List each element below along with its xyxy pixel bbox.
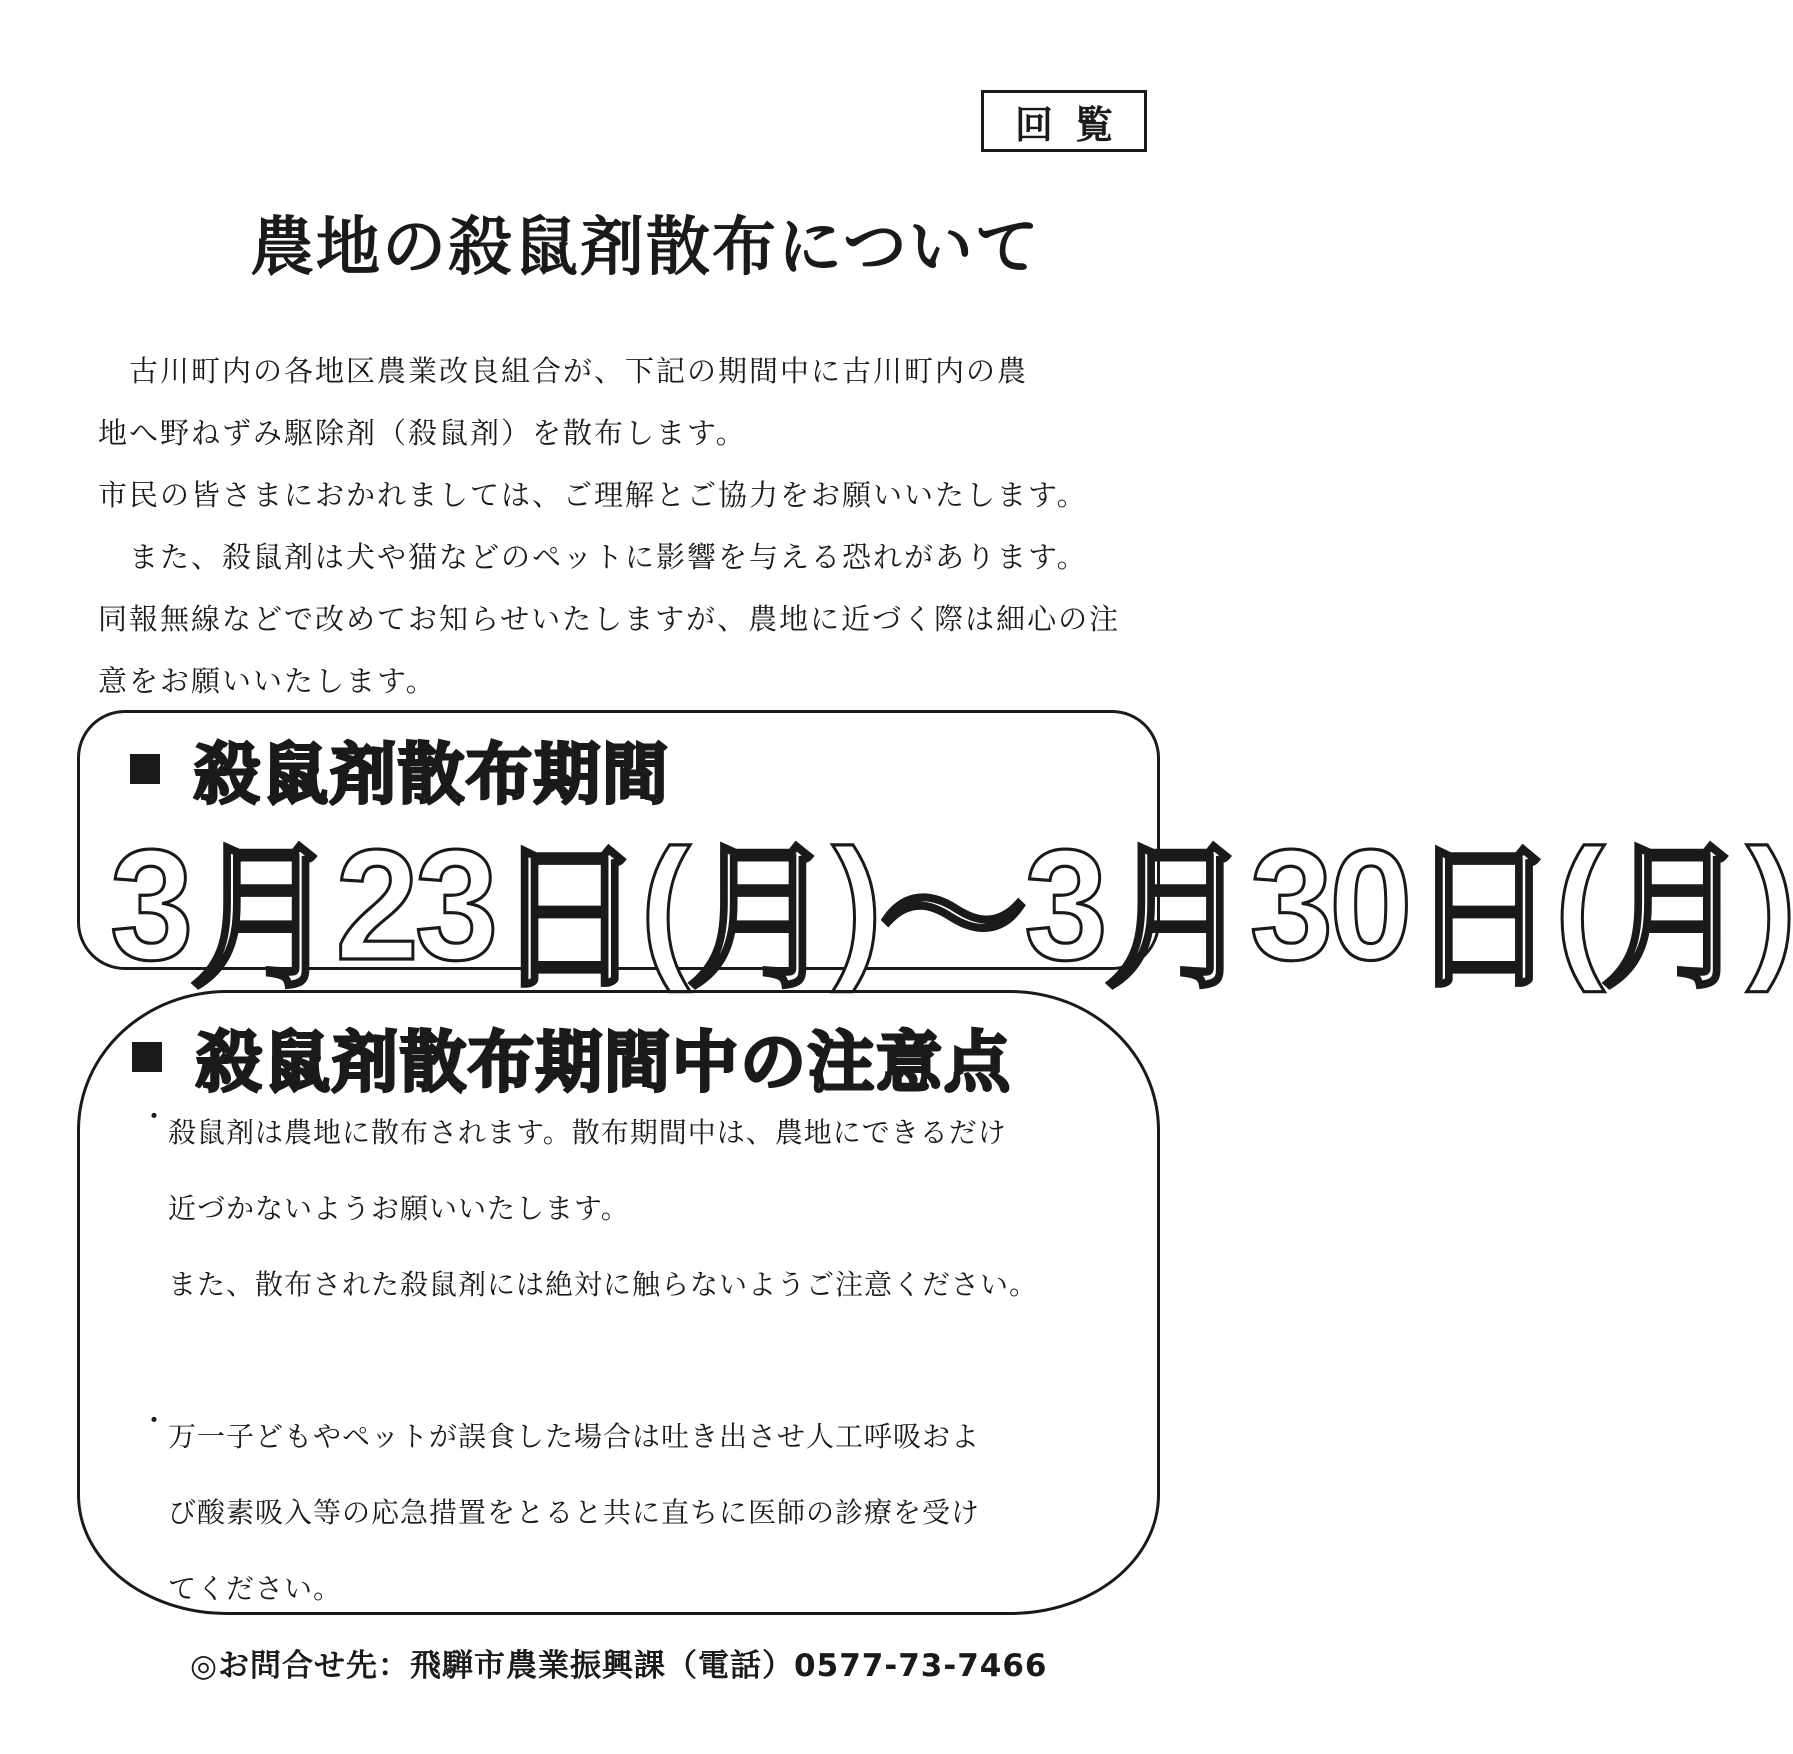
period-dates — [110, 791, 1793, 1018]
cautions-box — [77, 990, 1160, 1615]
cautions-heading — [132, 1009, 1012, 1104]
intro-line: 古川町内の各地区農業改良組合が、下記の期間中に古川町内の農 — [98, 354, 1029, 388]
intro-line: 地へ野ねずみ駆除剤（殺鼠剤）を散布します。 — [98, 416, 747, 450]
bullet-icon: ・ — [140, 1404, 170, 1437]
period-box — [77, 710, 1793, 1007]
caution-item — [140, 1399, 1120, 1627]
caution-line: 万一子どもやペットが誤食した場合は吐き出させ人工呼吸およ — [168, 1420, 981, 1453]
caution-line: 殺鼠剤は農地に散布されます。散布期間中は、農地にできるだけ — [168, 1116, 1007, 1149]
date-part: 月 — [1600, 829, 1747, 1007]
date-part: 月 — [686, 829, 833, 1007]
date-part: 3 — [1249, 815, 1330, 993]
black-square-icon — [130, 754, 160, 784]
double-circle-icon: ◎ — [190, 1648, 219, 1684]
intro-line: 市民の皆さまにおかれましては、ご理解とご協力をお願いいたします。 — [98, 478, 1088, 512]
contact-text: お問合せ先：飛騨市農業振興課（電話）0577-73-7466 — [218, 1648, 1048, 1684]
date-part: 0 — [1329, 815, 1409, 993]
date-part: 3 — [414, 815, 495, 993]
intro-paragraph — [98, 340, 1158, 712]
date-part: ) — [832, 815, 879, 993]
circulation-stamp — [981, 90, 1147, 152]
contact-footer — [190, 1640, 1070, 1685]
period-heading-text: 殺鼠剤散布期間 — [194, 736, 670, 813]
caution-line: 近づかないようお願いいたします。 — [168, 1192, 630, 1225]
date-part: 月 — [189, 829, 336, 1007]
date-part: ～ — [878, 829, 1025, 1007]
date-part: 日 — [494, 829, 641, 1007]
caution-item — [140, 1095, 1120, 1323]
date-part: 3 — [110, 815, 190, 993]
stamp-label: 回覧 — [1014, 102, 1135, 147]
date-part: 日 — [1408, 829, 1555, 1007]
cautions-list — [140, 1095, 1120, 1627]
intro-line: また、殺鼠剤は犬や猫などのペットに影響を与える恐れがあります。 — [98, 540, 1088, 574]
date-part: 月 — [1103, 829, 1250, 1007]
intro-line: 意をお願いいたします。 — [98, 664, 437, 698]
caution-line: てください。 — [168, 1572, 343, 1605]
date-part: ( — [640, 815, 687, 993]
cautions-heading-text: 殺鼠剤散布期間中の注意点 — [196, 1024, 1012, 1101]
date-part: 3 — [1024, 815, 1104, 993]
date-part: ( — [1554, 815, 1601, 993]
date-part: ) — [1746, 815, 1793, 993]
intro-line: 同報無線などで改めてお知らせいたしますが、農地に近づく際は細心の注 — [98, 602, 1121, 636]
caution-line: また、散布された殺鼠剤には絶対に触らないようご注意ください。 — [168, 1268, 1039, 1301]
caution-line: び酸素吸入等の応急措置をとると共に直ちに医師の診療を受け — [168, 1496, 981, 1529]
document-title: 農地の殺鼠剤散布について — [250, 210, 1041, 285]
date-part: 2 — [335, 815, 415, 993]
bullet-icon: ・ — [140, 1100, 170, 1133]
black-square-icon — [132, 1042, 162, 1072]
